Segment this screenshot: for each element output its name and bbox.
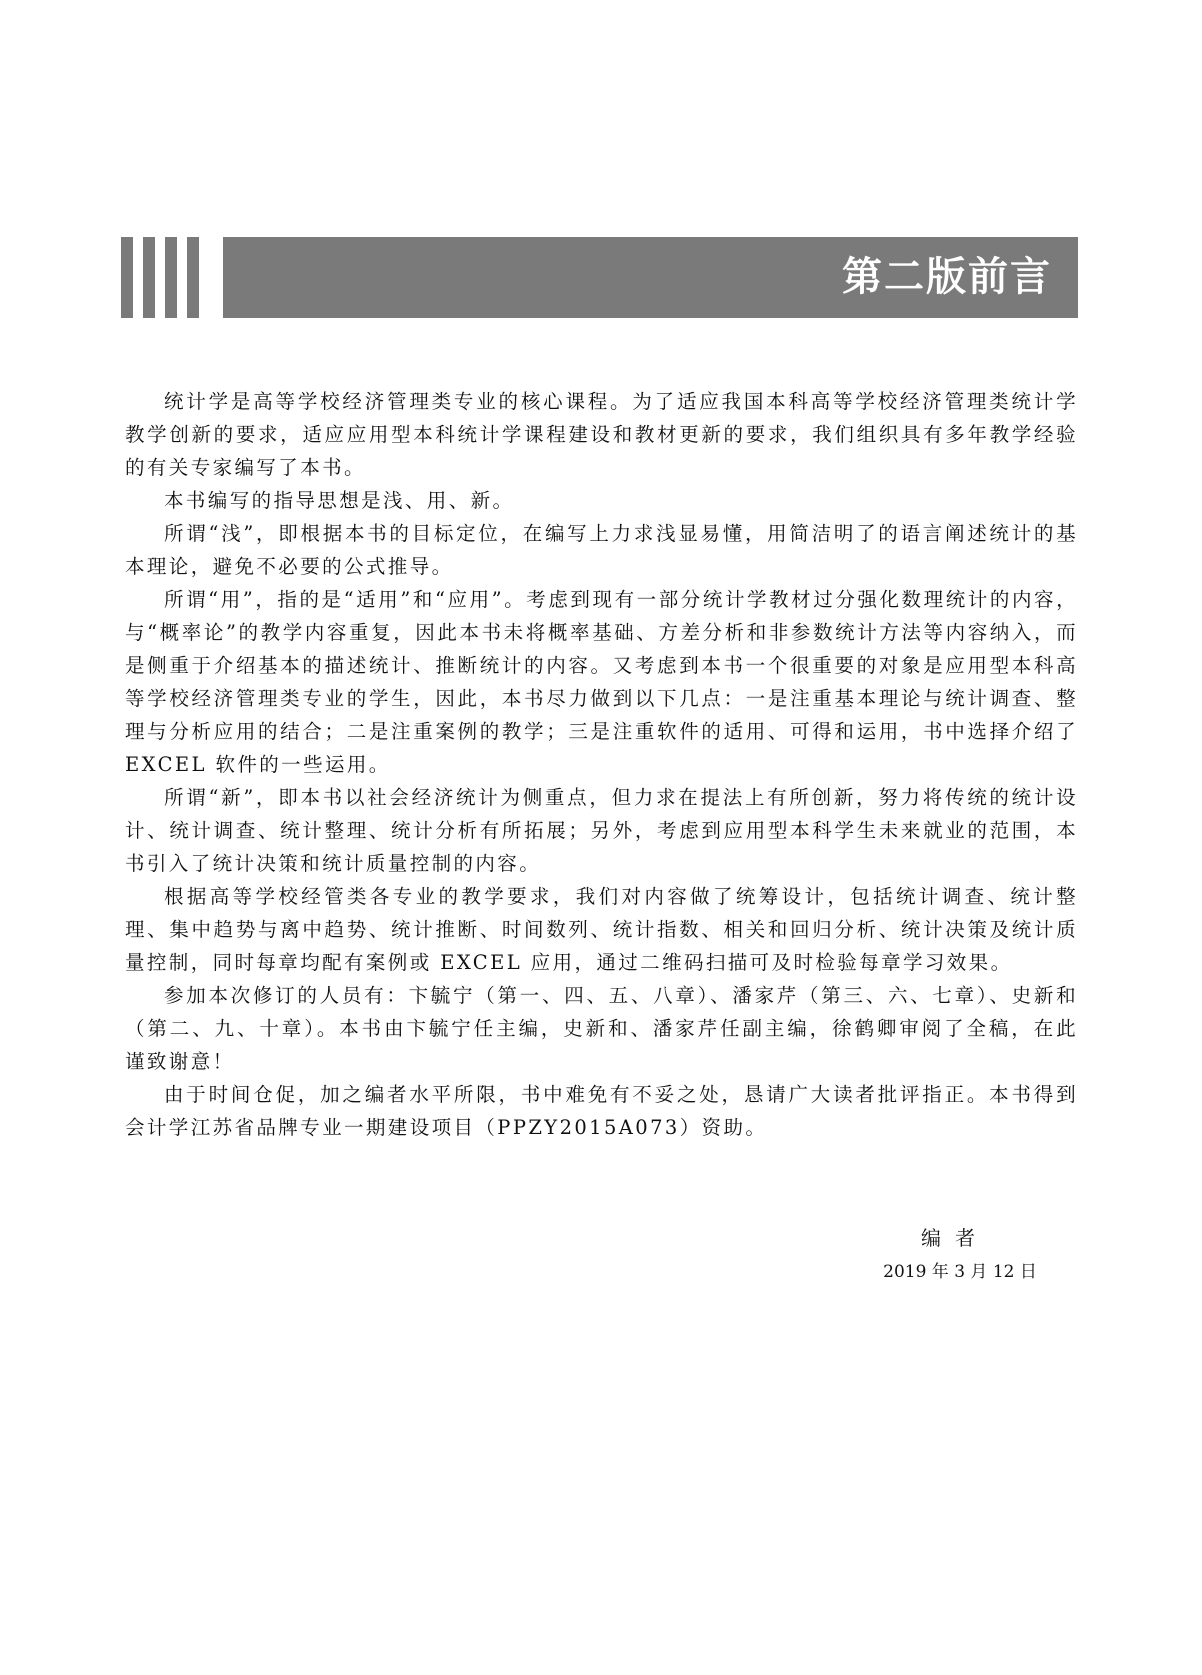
paragraph: 统计学是高等学校经济管理类专业的核心课程。为了适应我国本科高等学校经济管理类统计学教学创新的要求，适应应用型本科统计学课程建设和教材更新的要求，我们组织具有多年教学经验的有关专家编写了本书。 bbox=[125, 390, 1078, 479]
author-signature: 编者 bbox=[921, 1226, 989, 1250]
signature-date: 2019 年 3 月 12 日 bbox=[883, 1262, 1037, 1282]
paragraph: 所谓“新”，即本书以社会经济统计为侧重点，但力求在提法上有所创新，努力将传统的统计设计、统计调查、统计整理、统计分析有所拓展；另外，考虑到应用型本科学生未来就业的范围，本书引入了统计决策和统计质量控制的内容。 bbox=[125, 786, 1078, 875]
decorative-bar bbox=[165, 237, 177, 318]
decorative-bar bbox=[143, 237, 155, 318]
title-block bbox=[223, 237, 1078, 318]
chapter-header bbox=[121, 237, 1078, 318]
paragraph: 由于时间仓促，加之编者水平所限，书中难免有不妥之处，恳请广大读者批评指正。本书得到会计学江苏省品牌专业一期建设项目（PPZY2015A073）资助。 bbox=[125, 1083, 1078, 1139]
decorative-bar bbox=[187, 237, 199, 318]
paragraph: 所谓“用”，指的是“适用”和“应用”。考虑到现有一部分统计学教材过分强化数理统计的内容，与“概率论”的教学内容重复，因此本书未将概率基础、方差分析和非参数统计方法等内容纳入，而是侧重于介绍基本的描述统计、推断统计的内容。又考虑到本书一个很重要的对象是应用型本科高等学校经济管理类专业的学生，因此，本书尽力做到以下几点：一是注重基本理论与统计调查、整理与分析应用的结合；二是注重案例的教学；三是注重软件的适用、可得和运用，书中选择介绍了 EXCEL 软件的一些运用。 bbox=[125, 588, 1078, 776]
paragraph: 本书编写的指导思想是浅、用、新。 bbox=[164, 489, 515, 512]
paragraph: 根据高等学校经管类各专业的教学要求，我们对内容做了统筹设计，包括统计调查、统计整理、集中趋势与离中趋势、统计推断、时间数列、统计指数、相关和回归分析、统计决策及统计质量控制，同时每章均配有案例或 EXCEL 应用，通过二维码扫描可及时检验每章学习效果。 bbox=[125, 885, 1078, 974]
decorative-bar bbox=[121, 237, 133, 318]
paragraph: 所谓“浅”，即根据本书的目标定位，在编写上力求浅显易懂，用简洁明了的语言阐述统计的基本理论，避免不必要的公式推导。 bbox=[125, 522, 1078, 578]
paragraph: 参加本次修订的人员有：卞毓宁（第一、四、五、八章）、潘家芹（第三、六、七章）、史新和（第二、九、十章）。本书由卞毓宁任主编，史新和、潘家芹任副主编，徐鹤卿审阅了全稿，在此谨致谢意！ bbox=[125, 984, 1078, 1073]
page-title: 第二版前言 bbox=[842, 254, 1052, 300]
preface-body bbox=[125, 385, 1078, 1144]
